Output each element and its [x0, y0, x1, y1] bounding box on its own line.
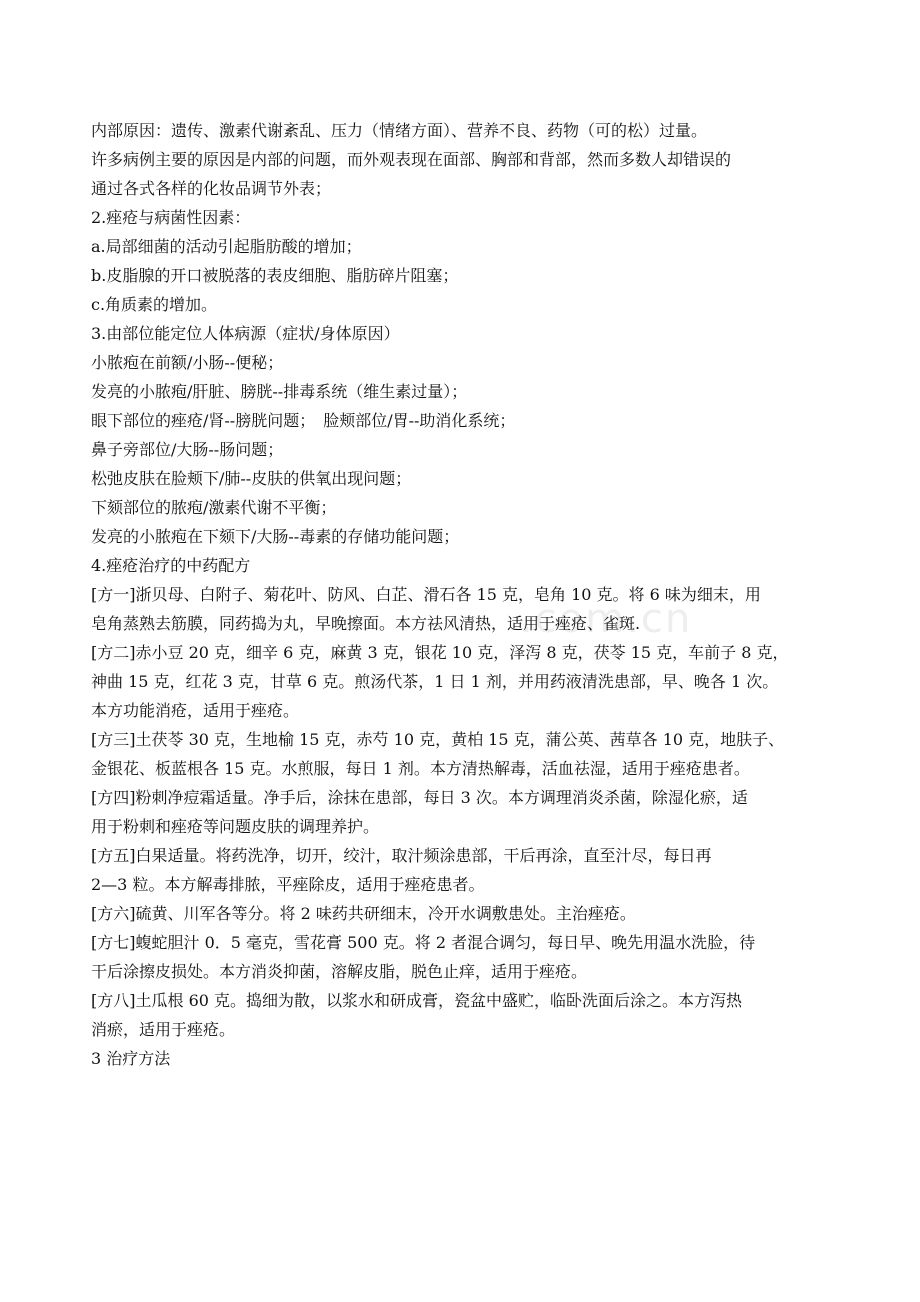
text-line: a.局部细菌的活动引起脂肪酸的增加； — [91, 237, 362, 256]
text-line: 3 治疗方法 — [91, 1049, 171, 1068]
text-line: 消瘀，适用于痤疮。 — [91, 1020, 236, 1039]
text-line: [方四]粉刺净痘霜适量。净手后，涂抹在患部，每日 3 次。本方调理消炎杀菌，除湿化瘀，适 — [91, 788, 748, 807]
text-line: 金银花、板蓝根各 15 克。水煎服，每日 1 剂。本方清热解毒，活血祛湿，适用于痤疮患者。 — [91, 759, 750, 778]
text-line: 发亮的小脓疱在下颏下/大肠--毒素的存储功能问题； — [91, 527, 460, 546]
text-line: b.皮脂腺的开口被脱落的表皮细胞、脂肪碎片阻塞； — [91, 266, 459, 285]
text-line: 本方功能消疮，适用于痤疮。 — [91, 701, 300, 720]
text-line: 发亮的小脓疱/肝脏、膀胱--排毒系统（维生素过量）； — [91, 382, 468, 401]
text-line: 鼻子旁部位/大肠--肠问题； — [91, 440, 284, 459]
text-line: 下颏部位的脓疱/激素代谢不平衡； — [91, 498, 337, 517]
text-line: [方五]白果适量。将药洗净，切开，绞汁，取汁频涂患部，干后再涂，直至汁尽，每日再 — [91, 846, 712, 865]
text-line: 通过各式各样的化妆品调节外表； — [91, 179, 332, 198]
text-line: 2—3 粒。本方解毒排脓，平痤除皮，适用于痤疮患者。 — [91, 875, 485, 894]
text-line: 内部原因：遗传、激素代谢紊乱、压力（情绪方面）、营养不良、药物（可的松）过量。 — [91, 121, 708, 140]
text-line: 干后涂擦皮损处。本方消炎抑菌，溶解皮脂，脱色止痒，适用于痤疮。 — [91, 962, 588, 981]
text-line: [方二]赤小豆 20 克，细辛 6 克，麻黄 3 克，银花 10 克，泽泻 8 克，茯苓 15 克，车前子 8 克， — [91, 643, 789, 662]
text-line: 眼下部位的痤疮/肾--膀胱问题； 脸颊部位/胃--助消化系统； — [91, 411, 516, 430]
watermark: .com.cn — [520, 596, 693, 642]
text-line: 神曲 15 克，红花 3 克，甘草 6 克。煎汤代茶，1 日 1 剂，并用药液清洗患部，早、晚各 1 次。 — [91, 672, 779, 691]
document-body — [91, 116, 843, 1073]
text-line: [方八]土瓜根 60 克。捣细为散，以浆水和研成膏，瓷盆中盛贮，临卧洗面后涂之。本方泻热 — [91, 991, 743, 1010]
text-line: [方六]硫黄、川军各等分。将 2 味药共研细末，冷开水调敷患处。主治痤疮。 — [91, 904, 636, 923]
text-line: 3.由部位能定位人体病源（症状/身体原因） — [91, 324, 400, 343]
text-line: [方七]蝮蛇胆汁 0．5 毫克，雪花膏 500 克。将 2 者混合调匀，每日早、晚先用温水洗脸，待 — [91, 933, 756, 952]
text-line: c.角质素的增加。 — [91, 295, 218, 314]
text-line: 皂角蒸熟去筋膜，同药捣为丸，早晚擦面。本方祛风清热，适用于痤疮、雀斑. — [91, 614, 641, 633]
text-line: [方一]浙贝母、白附子、菊花叶、防风、白芷、滑石各 15 克，皂角 10 克。将 6 味为细末，用 — [91, 585, 761, 604]
text-line: 许多病例主要的原因是内部的问题，而外观表现在面部、胸部和背部，然而多数人却错误的 — [91, 150, 732, 169]
text-line: 小脓疱在前额/小肠--便秘； — [91, 353, 284, 372]
text-line: 2.痤疮与病菌性因素： — [91, 208, 251, 227]
text-line: 用于粉刺和痤疮等问题皮肤的调理养护。 — [91, 817, 380, 836]
text-line: 4.痤疮治疗的中药配方 — [91, 556, 251, 575]
text-line: [方三]土茯苓 30 克，生地榆 15 克，赤芍 10 克，黄柏 15 克，蒲公英、茜草各 10 克，地肤子、 — [91, 730, 785, 749]
text-line: 松弛皮肤在脸颊下/肺--皮肤的供氧出现问题； — [91, 469, 412, 488]
